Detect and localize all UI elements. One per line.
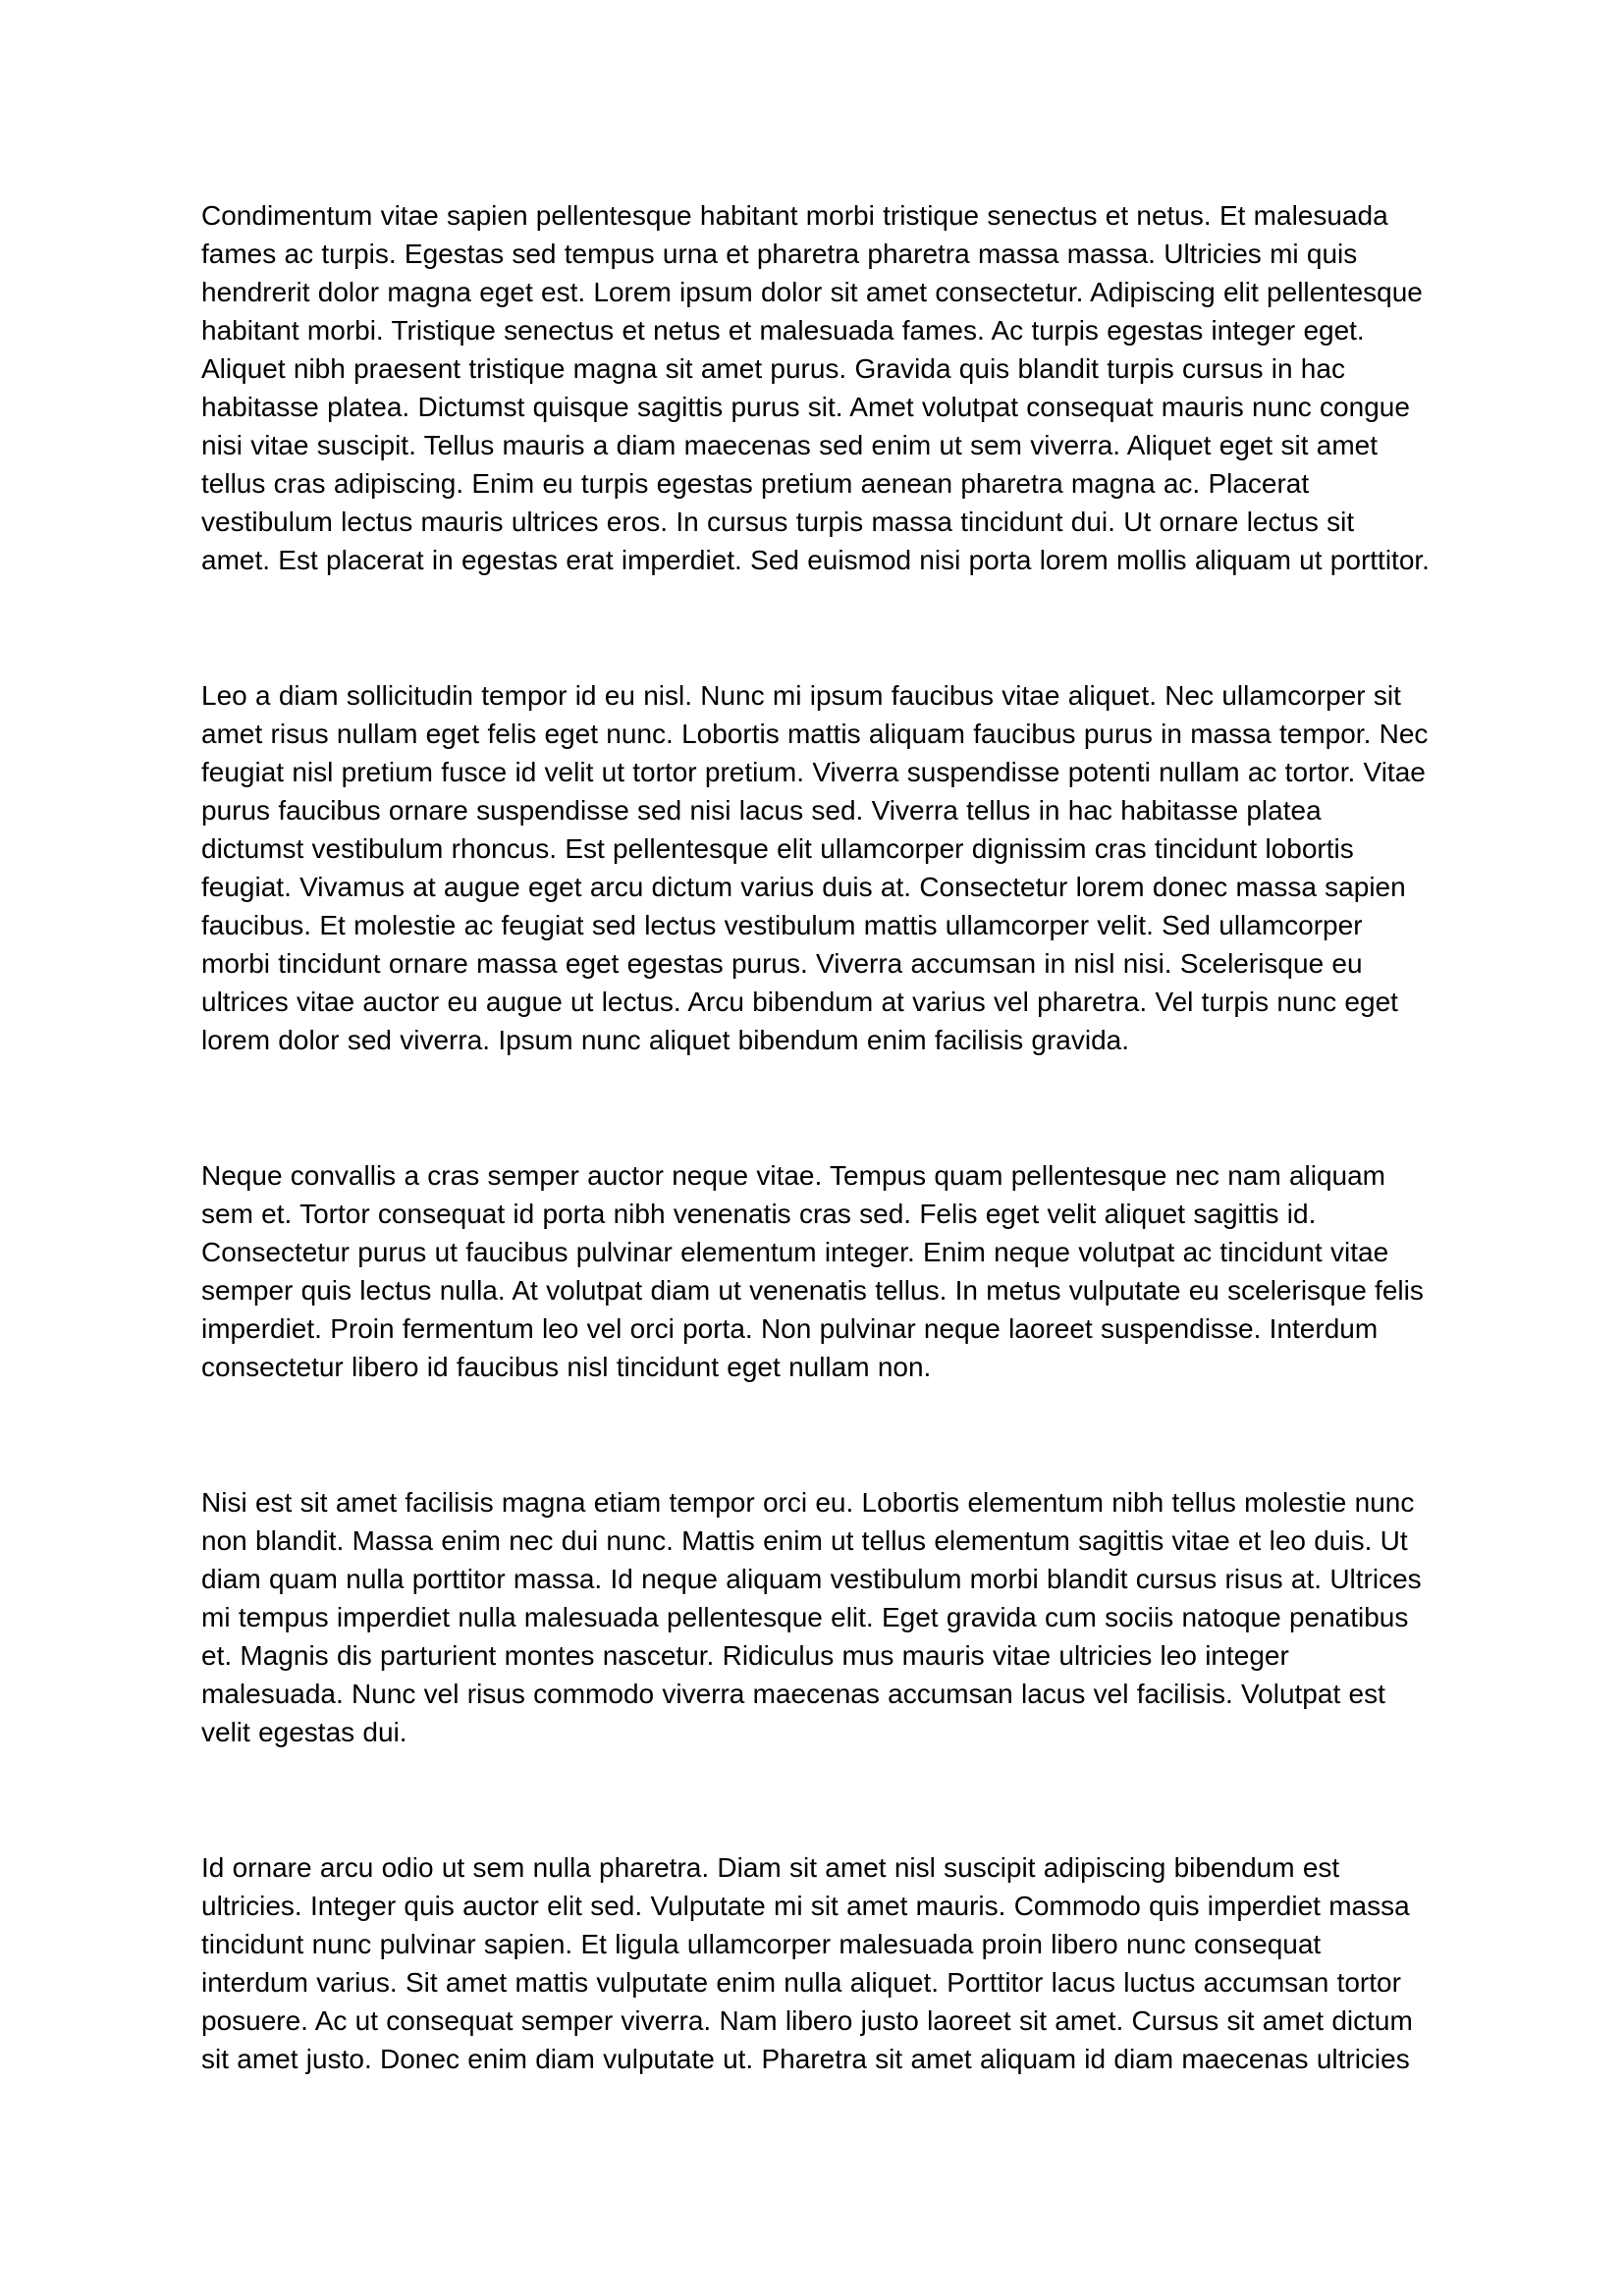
paragraph: Leo a diam sollicitudin tempor id eu nisl. Nunc mi ipsum faucibus vitae aliquet. Nec ullamcorper sit amet risus nullam eget felis eget nunc. Lobortis mattis aliquam faucibus purus in massa tempor. Nec feugiat nisl pretium fusce id velit ut tortor pretium. Viverra suspendisse potenti nullam ac tortor. Vitae purus faucibus ornare suspendisse sed nisi lacus sed. Viverra tellus in hac habitasse platea dictumst vestibulum rhoncus. Est pellentesque elit ullamcorper dignissim cras tincidunt lobortis feugiat. Vivamus at augue eget arcu dictum varius duis at. Consectetur lorem donec massa sapien faucibus. Et molestie ac feugiat sed lectus vestibulum mattis ullamcorper velit. Sed ullamcorper morbi tincidunt ornare massa eget egestas purus. Viverra accumsan in nisl nisi. Scelerisque eu ultrices vitae auctor eu augue ut lectus. Arcu bibendum at varius vel pharetra. Vel turpis nunc eget lorem dolor sed viverra. Ipsum nunc aliquet bibendum enim facilisis gravida. bbox=[201, 680, 1429, 1055]
paragraph: Id ornare arcu odio ut sem nulla pharetra. Diam sit amet nisl suscipit adipiscing bibendum est ultricies. Integer quis auctor elit sed. Vulputate mi sit amet mauris. Commodo quis imperdiet massa tincidunt nunc pulvinar sapien. Et ligula ullamcorper malesuada proin libero nunc consequat interdum varius. Sit amet mattis vulputate enim nulla aliquet. Porttitor lacus luctus accumsan tortor posuere. Ac ut consequat semper viverra. Nam libero justo laoreet sit amet. Cursus sit amet dictum sit amet justo. Donec enim diam vulputate ut. Pharetra sit amet aliquam id diam maecenas ultricies bbox=[201, 1852, 1413, 2074]
paragraph: Neque convallis a cras semper auctor neque vitae. Tempus quam pellentesque nec nam aliquam sem et. Tortor consequat id porta nibh venenatis cras sed. Felis eget velit aliquet sagittis id. Consectetur purus ut faucibus pulvinar elementum integer. Enim neque volutpat ac tincidunt vitae semper quis lectus nulla. At volutpat diam ut venenatis tellus. In metus vulputate eu scelerisque felis imperdiet. Proin fermentum leo vel orci porta. Non pulvinar neque laoreet suspendisse. Interdum consectetur libero id faucibus nisl tincidunt eget nullam non. bbox=[201, 1160, 1424, 1382]
document-body bbox=[201, 196, 1431, 2078]
paragraph: Nisi est sit amet facilisis magna etiam tempor orci eu. Lobortis elementum nibh tellus molestie nunc non blandit. Massa enim nec dui nunc. Mattis enim ut tellus elementum sagittis vitae et leo duis. Ut diam quam nulla porttitor massa. Id neque aliquam vestibulum morbi blandit cursus risus at. Ultrices mi tempus imperdiet nulla malesuada pellentesque elit. Eget gravida cum sociis natoque penatibus et. Magnis dis parturient montes nascetur. Ridiculus mus mauris vitae ultricies leo integer malesuada. Nunc vel risus commodo viverra maecenas accumsan lacus vel facilisis. Volutpat est velit egestas dui. bbox=[201, 1487, 1422, 1747]
paragraph: Condimentum vitae sapien pellentesque habitant morbi tristique senectus et netus. Et malesuada fames ac turpis. Egestas sed tempus urna et pharetra pharetra massa massa. Ultricies mi quis hendrerit dolor magna eget est. Lorem ipsum dolor sit amet consectetur. Adipiscing elit pellentesque habitant morbi. Tristique senectus et netus et malesuada fames. Ac turpis egestas integer eget. Aliquet nibh praesent tristique magna sit amet purus. Gravida quis blandit turpis cursus in hac habitasse platea. Dictumst quisque sagittis purus sit. Amet volutpat consequat mauris nunc congue nisi vitae suscipit. Tellus mauris a diam maecenas sed enim ut sem viverra. Aliquet eget sit amet tellus cras adipiscing. Enim eu turpis egestas pretium aenean pharetra magna ac. Placerat vestibulum lectus mauris ultrices eros. In cursus turpis massa tincidunt dui. Ut ornare lectus sit amet. Est placerat in egestas erat imperdiet. Sed euismod nisi porta lorem mollis aliquam ut porttitor. bbox=[201, 200, 1430, 575]
